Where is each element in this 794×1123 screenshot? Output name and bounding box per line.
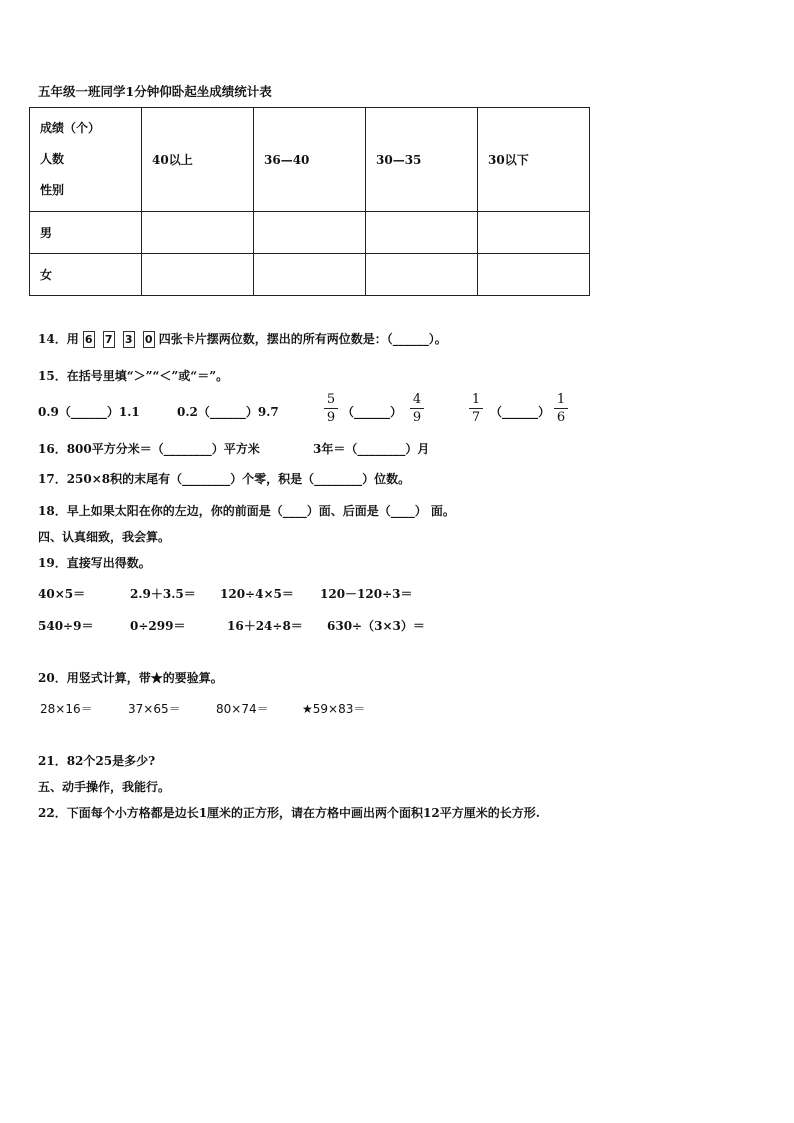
number-card: 7	[103, 331, 115, 348]
column-header: 30以下	[478, 108, 590, 212]
denominator: 7	[471, 410, 481, 425]
table-cell[interactable]	[366, 212, 478, 254]
numerator: 4	[412, 392, 422, 407]
calc-item: 40×5＝	[38, 587, 86, 601]
table-cell[interactable]	[478, 212, 590, 254]
table-cell[interactable]	[478, 254, 590, 296]
corner-label-gender: 性别	[40, 183, 65, 197]
vertical-calc-item: ★59×83＝	[302, 702, 366, 716]
denominator: 9	[412, 410, 422, 425]
section-4-heading: 四、认真细致，我会算。	[38, 530, 171, 544]
table-title: 五年级一班同学1分钟仰卧起坐成绩统计表	[38, 84, 272, 99]
fraction-bar	[324, 408, 338, 409]
calc-item: 630÷（3×3）＝	[327, 619, 425, 633]
number-card: 6	[83, 331, 95, 348]
row-label-female: 女	[30, 254, 142, 296]
fraction-bar	[469, 408, 483, 409]
question-17: 17．250×8积的末尾有（________）个零，积是（________）位数。	[38, 472, 411, 486]
vertical-calc-item: 80×74＝	[216, 702, 269, 716]
q15-item-1: 0.9（______）1.1	[38, 405, 140, 419]
corner-label-count: 人数	[40, 152, 65, 166]
section-5-heading: 五、动手操作，我能行。	[38, 780, 171, 794]
column-header: 30—35	[366, 108, 478, 212]
question-14	[38, 330, 447, 348]
question-16-part-2: 3年＝（________）月	[313, 442, 430, 456]
q15-blank-2: （______）	[490, 405, 551, 419]
table-cell[interactable]	[142, 254, 254, 296]
question-16-part-1: 16．800平方分米＝（________）平方米	[38, 442, 260, 456]
column-header: 36—40	[254, 108, 366, 212]
question-21: 21．82个25是多少?	[38, 754, 156, 768]
row-label-male: 男	[30, 212, 142, 254]
question-18: 18．早上如果太阳在你的左边，你的前面是（____）面、后面是（____） 面。	[38, 504, 455, 518]
calc-item: 120－120÷3＝	[320, 587, 413, 601]
q15-blank-1: （______）	[342, 405, 403, 419]
numerator: 5	[326, 392, 336, 407]
vertical-calc-item: 37×65＝	[128, 702, 181, 716]
numerator: 1	[556, 392, 566, 407]
vertical-calc-item: 28×16＝	[40, 702, 93, 716]
question-22: 22．下面每个小方格都是边长1厘米的正方形，请在方格中画出两个面积12平方厘米的长方形.	[38, 806, 540, 820]
fraction-4-9	[410, 392, 424, 425]
table-cell[interactable]	[366, 254, 478, 296]
q14-suffix: 四张卡片摆两位数，摆出的所有两位数是：（______）。	[158, 332, 447, 346]
question-19: 19．直接写出得数。	[38, 556, 151, 570]
calc-item: 0÷299＝	[130, 619, 186, 633]
table-cell[interactable]	[254, 212, 366, 254]
calc-item: 16＋24÷8＝	[227, 619, 303, 633]
number-card: 3	[123, 331, 135, 348]
question-15: 15．在括号里填“＞”“＜”或“＝”。	[38, 369, 229, 383]
table-corner-cell	[30, 108, 142, 212]
score-table	[29, 107, 590, 296]
fraction-1-6	[554, 392, 568, 425]
table-cell[interactable]	[142, 212, 254, 254]
calc-item: 120÷4×5＝	[220, 587, 294, 601]
question-20: 20．用竖式计算，带★的要验算。	[38, 671, 223, 685]
table-cell[interactable]	[254, 254, 366, 296]
q15-item-2: 0.2（______）9.7	[177, 405, 279, 419]
denominator: 6	[556, 410, 566, 425]
corner-label-score: 成绩（个）	[40, 121, 101, 135]
fraction-bar	[554, 408, 568, 409]
fraction-5-9	[324, 392, 338, 425]
number-card: 0	[143, 331, 155, 348]
calc-item: 2.9＋3.5＝	[130, 587, 196, 601]
calc-item: 540÷9＝	[38, 619, 94, 633]
fraction-bar	[410, 408, 424, 409]
q14-prefix: 14．用	[38, 332, 79, 346]
denominator: 9	[326, 410, 336, 425]
column-header: 40以上	[142, 108, 254, 212]
numerator: 1	[471, 392, 481, 407]
fraction-1-7	[469, 392, 483, 425]
